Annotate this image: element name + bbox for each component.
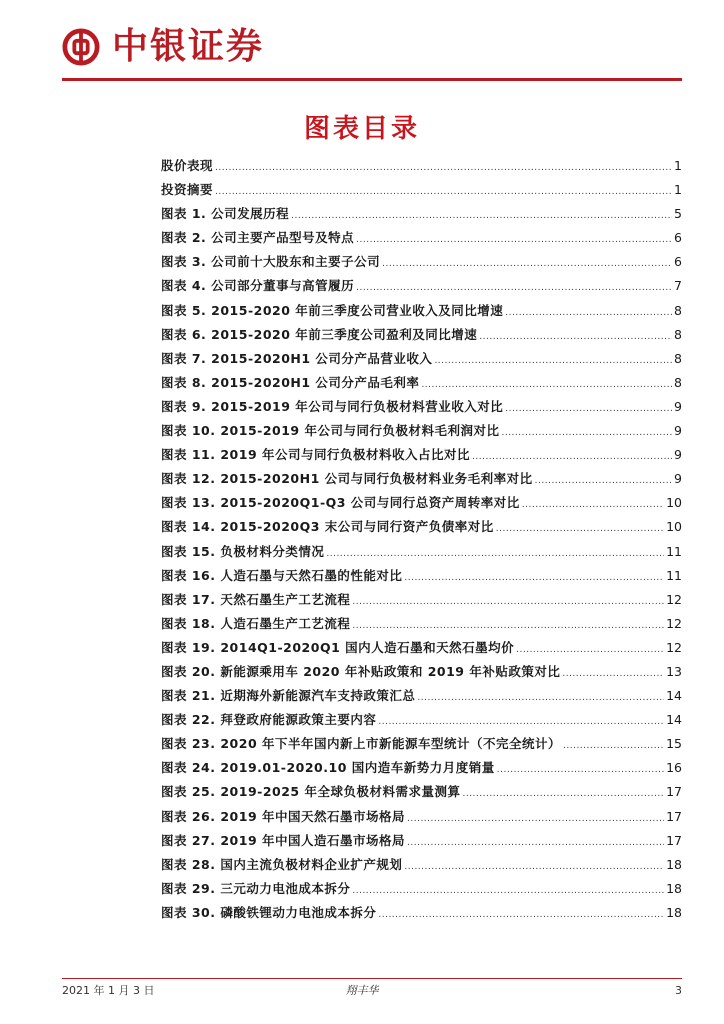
table-of-figures	[161, 156, 682, 927]
toc-dot-leader	[326, 549, 664, 559]
toc-entry[interactable]	[161, 276, 682, 300]
report-date: 2021 年 1 月 3 日	[62, 984, 155, 997]
toc-dot-leader	[479, 332, 672, 342]
toc-entry-page[interactable]: 17	[666, 808, 682, 824]
toc-entry-page[interactable]: 12	[666, 591, 682, 607]
toc-dot-leader	[356, 235, 672, 245]
toc-dot-leader	[562, 669, 664, 679]
toc-entry-page[interactable]: 5	[674, 206, 682, 222]
toc-entry[interactable]	[161, 542, 682, 566]
toc-entry[interactable]	[161, 590, 682, 614]
toc-dot-leader	[563, 741, 664, 751]
toc-entry[interactable]	[161, 903, 682, 927]
toc-entry[interactable]	[161, 879, 682, 903]
toc-dot-leader	[352, 621, 664, 631]
toc-dot-leader	[417, 693, 664, 703]
toc-dot-leader	[505, 308, 672, 318]
toc-dot-leader	[382, 259, 672, 269]
toc-entry[interactable]	[161, 566, 682, 590]
toc-entry-label[interactable]: 图表 23. 2020 年下半年国内新上市新能源车型统计（不完全统计）	[161, 736, 561, 752]
toc-entry-label[interactable]: 图表 11. 2019 年公司与同行负极材料收入占比对比	[161, 447, 470, 463]
toc-dot-leader	[496, 524, 664, 534]
toc-entry[interactable]	[161, 397, 682, 421]
toc-dot-leader	[522, 500, 664, 510]
toc-entry-page[interactable]: 9	[674, 447, 682, 463]
toc-entry-page[interactable]: 18	[666, 880, 682, 896]
toc-entry[interactable]	[161, 373, 682, 397]
toc-entry[interactable]	[161, 421, 682, 445]
toc-dot-leader	[404, 862, 664, 872]
toc-dot-leader	[407, 838, 664, 848]
page-title: 图表目录	[303, 114, 420, 144]
brand-name: 中银证券	[112, 25, 265, 67]
toc-entry-label[interactable]: 图表 22. 拜登政府能源政策主要内容	[161, 712, 377, 728]
toc-entry-label[interactable]: 图表 14. 2015-2020Q3 末公司与同行资产负债率对比	[161, 519, 494, 535]
toc-entry-page[interactable]: 9	[674, 398, 682, 414]
toc-entry-page[interactable]: 6	[674, 254, 682, 270]
toc-dot-leader	[434, 356, 672, 366]
toc-entry-label[interactable]: 图表 17. 天然石墨生产工艺流程	[161, 591, 351, 607]
toc-dot-leader	[421, 380, 672, 390]
toc-dot-leader	[215, 187, 672, 197]
report-subject: 翔丰华	[345, 984, 379, 997]
toc-entry-label[interactable]: 图表 13. 2015-2020Q1-Q3 公司与同行总资产周转率对比	[161, 495, 520, 511]
toc-entry[interactable]	[161, 662, 682, 686]
toc-entry[interactable]	[161, 301, 682, 325]
toc-entry[interactable]	[161, 156, 682, 180]
page-header	[0, 0, 724, 82]
bank-of-china-logo-icon	[62, 28, 100, 66]
toc-dot-leader	[291, 211, 672, 221]
toc-entry[interactable]	[161, 204, 682, 228]
toc-dot-leader	[472, 452, 672, 462]
toc-entry-page[interactable]: 18	[666, 904, 682, 920]
toc-entry-page[interactable]: 14	[666, 712, 682, 728]
toc-entry-label[interactable]: 图表 19. 2014Q1-2020Q1 国内人造石墨和天然石墨均价	[161, 639, 515, 655]
toc-entry-label[interactable]: 图表 21. 近期海外新能源汽车支持政策汇总	[161, 688, 416, 704]
toc-entry[interactable]	[161, 180, 682, 204]
toc-dot-leader	[407, 814, 664, 824]
toc-entry-page[interactable]: 11	[666, 543, 682, 559]
toc-entry-page[interactable]: 16	[666, 760, 682, 776]
toc-entry-page[interactable]: 10	[666, 519, 682, 535]
footer-divider	[62, 978, 682, 979]
toc-entry-page[interactable]: 18	[666, 856, 682, 872]
toc-entry-label[interactable]: 图表 10. 2015-2019 年公司与同行负极材料毛利润对比	[161, 423, 500, 439]
toc-entry[interactable]	[161, 734, 682, 758]
toc-entry-label[interactable]: 图表 18. 人造石墨生产工艺流程	[161, 615, 351, 631]
toc-dot-leader	[535, 476, 672, 486]
toc-entry[interactable]	[161, 517, 682, 541]
toc-dot-leader	[352, 597, 664, 607]
toc-entry-label[interactable]: 图表 2. 公司主要产品型号及特点	[161, 230, 355, 246]
toc-entry-label[interactable]: 图表 8. 2015-2020H1 公司分产品毛利率	[161, 374, 420, 390]
toc-entry-page[interactable]: 1	[674, 182, 682, 198]
toc-entry-page[interactable]: 17	[666, 832, 682, 848]
toc-entry-page[interactable]: 8	[674, 350, 682, 366]
toc-dot-leader	[462, 789, 664, 799]
toc-dot-leader	[516, 645, 664, 655]
toc-entry-page[interactable]: 13	[666, 663, 682, 679]
toc-entry-page[interactable]: 17	[666, 784, 682, 800]
toc-entry[interactable]	[161, 831, 682, 855]
toc-entry[interactable]	[161, 493, 682, 517]
toc-entry[interactable]	[161, 349, 682, 373]
toc-entry-page[interactable]: 8	[674, 326, 682, 342]
header-divider	[62, 78, 682, 81]
toc-entry-label[interactable]: 股价表现	[161, 158, 214, 173]
toc-entry-label[interactable]: 图表 6. 2015-2020 年前三季度公司盈利及同比增速	[161, 326, 478, 342]
toc-entry-label[interactable]: 图表 24. 2019.01-2020.10 国内造车新势力月度销量	[161, 760, 495, 776]
toc-entry[interactable]	[161, 638, 682, 662]
toc-entry-label[interactable]: 图表 25. 2019-2025 年全球负极材料需求量测算	[161, 784, 461, 800]
toc-entry[interactable]	[161, 228, 682, 252]
toc-entry-page[interactable]: 15	[666, 736, 682, 752]
toc-entry[interactable]	[161, 252, 682, 276]
toc-entry-page[interactable]: 9	[674, 423, 682, 439]
toc-entry-label[interactable]: 图表 5. 2015-2020 年前三季度公司营业收入及同比增速	[161, 302, 504, 318]
toc-dot-leader	[215, 163, 672, 173]
toc-entry-label[interactable]: 图表 20. 新能源乘用车 2020 年补贴政策和 2019 年补贴政策对比	[161, 663, 561, 679]
toc-entry[interactable]	[161, 325, 682, 349]
toc-entry[interactable]	[161, 807, 682, 831]
toc-entry-label[interactable]: 图表 30. 磷酸铁锂动力电池成本拆分	[161, 904, 377, 920]
toc-entry-label[interactable]: 投资摘要	[161, 182, 214, 198]
toc-entry[interactable]	[161, 782, 682, 806]
toc-entry-label[interactable]: 图表 3. 公司前十大股东和主要子公司	[161, 254, 381, 270]
toc-entry-page[interactable]: 10	[666, 495, 682, 511]
toc-entry[interactable]	[161, 614, 682, 638]
toc-dot-leader	[378, 910, 664, 920]
toc-entry-page[interactable]: 8	[674, 374, 682, 390]
toc-entry-label[interactable]: 图表 7. 2015-2020H1 公司分产品营业收入	[161, 350, 433, 366]
toc-entry[interactable]	[161, 469, 682, 493]
toc-entry-page[interactable]: 7	[674, 278, 682, 294]
toc-entry-label[interactable]: 图表 28. 国内主流负极材料企业扩产规划	[161, 856, 403, 872]
toc-entry-label[interactable]: 图表 29. 三元动力电池成本拆分	[161, 880, 351, 896]
toc-entry-label[interactable]: 图表 4. 公司部分董事与高管履历	[161, 278, 355, 294]
toc-entry-label[interactable]: 图表 26. 2019 年中国天然石墨市场格局	[161, 808, 405, 824]
toc-dot-leader	[505, 404, 672, 414]
toc-entry-page[interactable]: 12	[666, 615, 682, 631]
toc-dot-leader	[497, 765, 664, 775]
toc-dot-leader	[356, 283, 672, 293]
toc-dot-leader	[501, 428, 672, 438]
toc-entry[interactable]	[161, 686, 682, 710]
toc-entry[interactable]	[161, 758, 682, 782]
toc-entry-page[interactable]: 9	[674, 471, 682, 487]
toc-entry-page[interactable]: 8	[674, 302, 682, 318]
toc-entry-label[interactable]: 图表 27. 2019 年中国人造石墨市场格局	[161, 832, 405, 848]
toc-entry-label[interactable]: 图表 1. 公司发展历程	[161, 206, 290, 222]
toc-dot-leader	[378, 717, 664, 727]
page-number: 3	[675, 984, 682, 997]
toc-dot-leader	[404, 573, 664, 583]
toc-entry-label[interactable]: 图表 9. 2015-2019 年公司与同行负极材料营业收入对比	[161, 398, 504, 414]
toc-entry-label[interactable]: 图表 16. 人造石墨与天然石墨的性能对比	[161, 567, 403, 583]
toc-entry-page[interactable]: 1	[674, 158, 682, 173]
toc-entry-page[interactable]: 6	[674, 230, 682, 246]
toc-entry-label[interactable]: 图表 12. 2015-2020H1 公司与同行负极材料业务毛利率对比	[161, 471, 533, 487]
toc-entry[interactable]	[161, 710, 682, 734]
toc-dot-leader	[352, 886, 664, 896]
toc-entry-label[interactable]: 图表 15. 负极材料分类情况	[161, 543, 325, 559]
toc-entry-page[interactable]: 11	[666, 567, 682, 583]
toc-entry[interactable]	[161, 855, 682, 879]
toc-entry-page[interactable]: 14	[666, 688, 682, 704]
toc-entry-page[interactable]: 12	[666, 639, 682, 655]
toc-entry[interactable]	[161, 445, 682, 469]
